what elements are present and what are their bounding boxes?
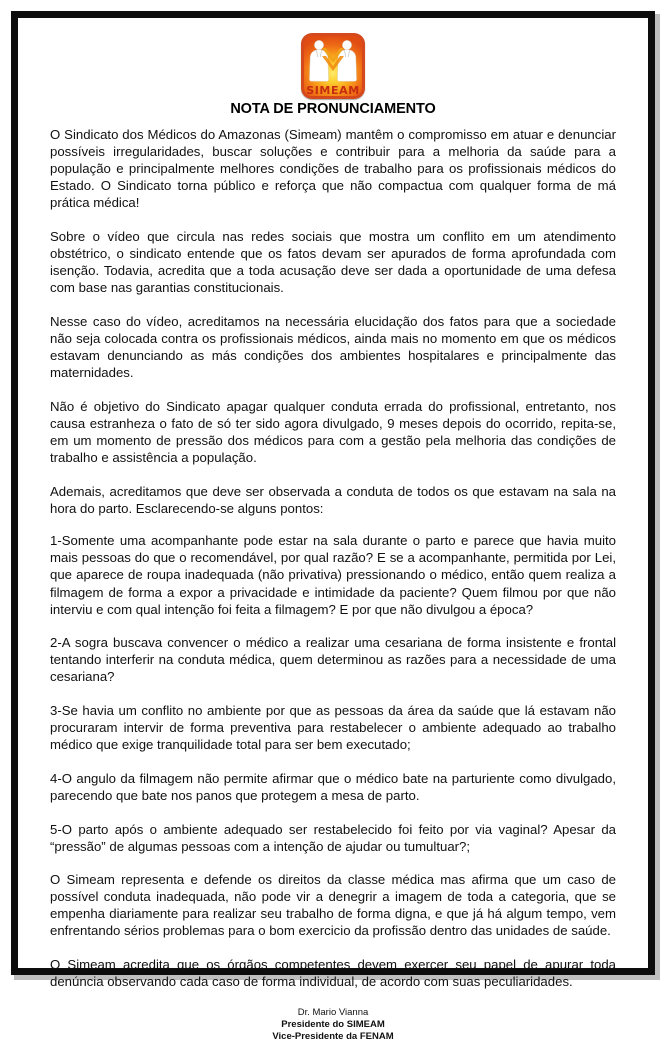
list-item-5: 5-O parto após o ambiente adequado ser restabelecido foi feito por via vaginal? Apesar da “pressão” de algumas pessoas com a intenção de ajudar ou tumultuar?; [50,821,616,854]
list-item-2: 2-A sogra buscava convencer o médico a realizar uma cesariana de forma insistente e frontal tentando interferir na conduta médica, quem determinou as razões para a necessidade de uma cesariana? [50,635,616,685]
paragraph: O Simeam acredita que os órgãos competentes devem exercer seu papel de apurar toda denúncia observando cada caso de forma individual, de acordo com suas peculiaridades. [50,957,616,990]
signatory-role-secondary: Vice-Presidente da FENAM [272,1030,394,1042]
signatory-role-primary: Presidente do SIMEAM [281,1018,385,1030]
paragraph: Nesse caso do vídeo, acreditamos na necessária elucidação dos fatos para que a sociedade não seja colocada contra os profissionais médicos, ainda mais no momento em que os médicos estavam denunciando as más condições dos ambientes hospitalares e principalmente das maternidades. [50,313,616,381]
simeam-logo [301,33,365,99]
list-item-4: 4-O angulo da filmagem não permite afirmar que o médico bate na parturiente como divulgado, parecendo que bate nos panos que protegem a mesa de parto. [50,770,616,803]
document-body [39,126,627,990]
logo-wordmark: SIMEAM [306,84,360,97]
signature-block [39,1007,627,1043]
list-item-1: 1-Somente uma acompanhante pode estar na sala durante o parto e parece que havia muito mais pessoas do que o recomendável, por qual razão? E se a acompanhante, permitida por Lei, que aparece de roupa inadequada (não privativa) pressionando o médico, então quem realiza a filmagem de forma a expor a privacidade e intimidade da paciente? Quem filmou por que não interviu e com qual intenção foi feita a filmagem? E por que não divulgou a época? [50,533,616,617]
paragraph: Ademais, acreditamos que deve ser observada a conduta de todos os que estavam na sala na hora do parto. Esclarecendo-se alguns pontos: [50,483,616,516]
logo-container [39,33,627,99]
document-sheet [18,18,648,1042]
list-item-3: 3-Se havia um conflito no ambiente por que as pessoas da área da saúde que lá estavam não procuraram intervir de forma preventiva para restabelecer o ambiente adequado ao trabalho médico que exige tranquilidade total para ser bem executado; [50,703,616,753]
paragraph: O Sindicato dos Médicos do Amazonas (Simeam) mantêm o compromisso em atuar e denunciar possíveis irregularidades, buscar soluções e contribuir para a melhoria da saúde para a população e principalmente melhores condições de trabalho para os profissionais médicos do Estado. O Sindicato torna público e reforça que não compactua com qualquer forma de má prática médica! [50,127,616,211]
page-title: NOTA DE PRONUNCIAMENTO [230,101,436,117]
signatory-name: Dr. Mario Vianna [297,1006,369,1018]
paragraph: O Simeam representa e defende os direitos da classe médica mas afirma que um caso de possível conduta inadequada, não pode vir a denegrir a imagem de toda a categoria, que se empenha diariamente para realizar seu trabalho de forma digna, e que já há algum tempo, vem enfrentando sérios problemas para o bom exercicio da profissão dentro das unidades de saúde. [50,872,616,939]
paragraph: Não é objetivo do Sindicato apagar qualquer conduta errada do profissional, entretanto, nos causa estranheza o fato de só ter sido agora divulgado, 9 meses depois do ocorrido, repita-se, em um momento de pressão dos médicos para com a gestão pela melhoria das condições de trabalho e assistência a população. [50,398,616,465]
paragraph: Sobre o vídeo que circula nas redes sociais que mostra um conflito em um atendimento obstétrico, o sindicato entende que os fatos devam ser apurados de forma aprofundada com isenção. Todavia, acredita que a toda acusação deve ser dada a oportunidade de uma defesa com base nas garantias constitucionais. [50,228,616,296]
document-frame [11,11,655,1042]
